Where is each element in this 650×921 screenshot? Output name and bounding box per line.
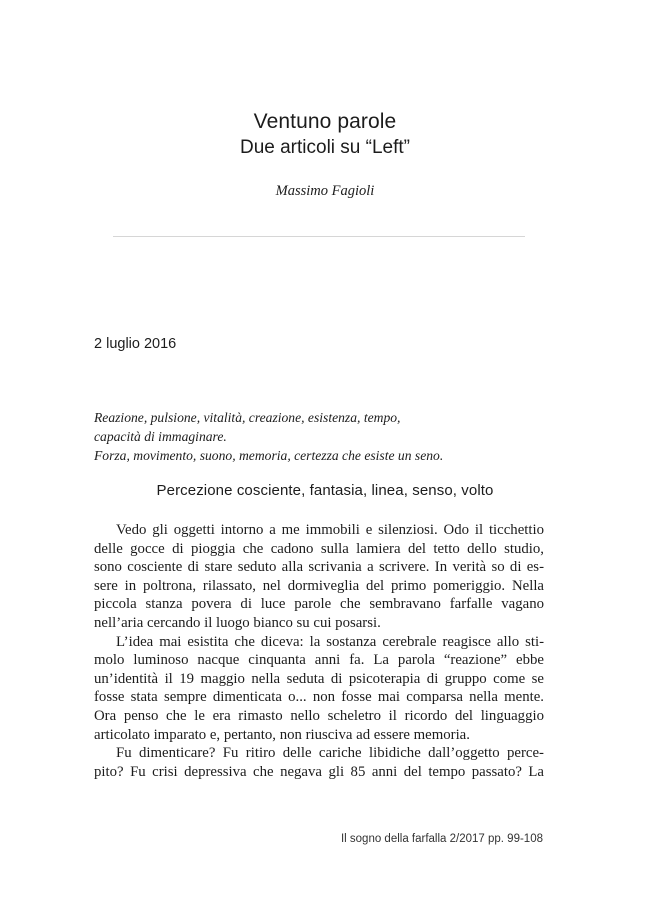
- body-line: delle gocce di pioggia che cadono sulla lamiera del tetto dello studio,: [94, 540, 544, 557]
- body-line: sono cosciente di stare seduto alla scrivania a scrivere. In verità so di es-: [94, 559, 544, 576]
- epigraph: [94, 408, 554, 465]
- header-divider: [113, 236, 525, 237]
- body-line: pito? Fu crisi depressiva che negava gli 85 anni del tempo passato? La: [94, 763, 544, 780]
- epigraph-line: Forza, movimento, suono, memoria, certezza che esiste un seno.: [94, 448, 444, 463]
- article-title: Ventuno parole: [253, 110, 397, 133]
- author-name: Massimo Fagioli: [275, 183, 375, 199]
- epigraph-line: capacità di immaginare.: [94, 429, 227, 444]
- body-line: un’identità il 19 maggio nella seduta di psicoterapia di gruppo come se: [94, 670, 544, 687]
- article-date: 2 luglio 2016: [94, 336, 177, 352]
- journal-citation: Il sogno della farfalla 2/2017 pp. 99-108: [340, 833, 543, 845]
- body-line: nell’aria cercando il luogo bianco su cui posarsi.: [94, 614, 381, 631]
- body-line: Vedo gli oggetti intorno a me immobili e silenziosi. Odo il ticchettio: [116, 522, 544, 538]
- body-text: [94, 521, 544, 781]
- section-heading: Percezione cosciente, fantasia, linea, senso, volto: [156, 482, 494, 499]
- body-line: Fu dimenticare? Fu ritiro delle cariche libidiche dall’oggetto perce-: [116, 745, 544, 762]
- body-line: molo luminoso nacque cinquanta anni fa. La parola “reazione” ebbe: [94, 652, 544, 669]
- body-line: articolato imparato e, pertanto, non riusciva ad essere memoria.: [94, 726, 470, 743]
- body-line: L’idea mai esistita che diceva: la sostanza cerebrale reagisce allo sti-: [116, 633, 544, 650]
- epigraph-line: Reazione, pulsione, vitalità, creazione, esistenza, tempo,: [94, 410, 401, 425]
- body-line: Ora penso che le era rimasto nello scheletro il ricordo del linguaggio: [94, 707, 544, 724]
- body-line: sere in poltrona, rilassato, nel dormiveglia del primo pomeriggio. Nella: [94, 577, 544, 594]
- body-line: piccola stanza povera di luce parole che sembravano farfalle vagano: [94, 596, 544, 613]
- body-line: fosse stata sempre dimenticata o... non fosse mai comparsa nella mente.: [94, 689, 544, 706]
- article-subtitle: Due articoli su “Left”: [239, 137, 410, 158]
